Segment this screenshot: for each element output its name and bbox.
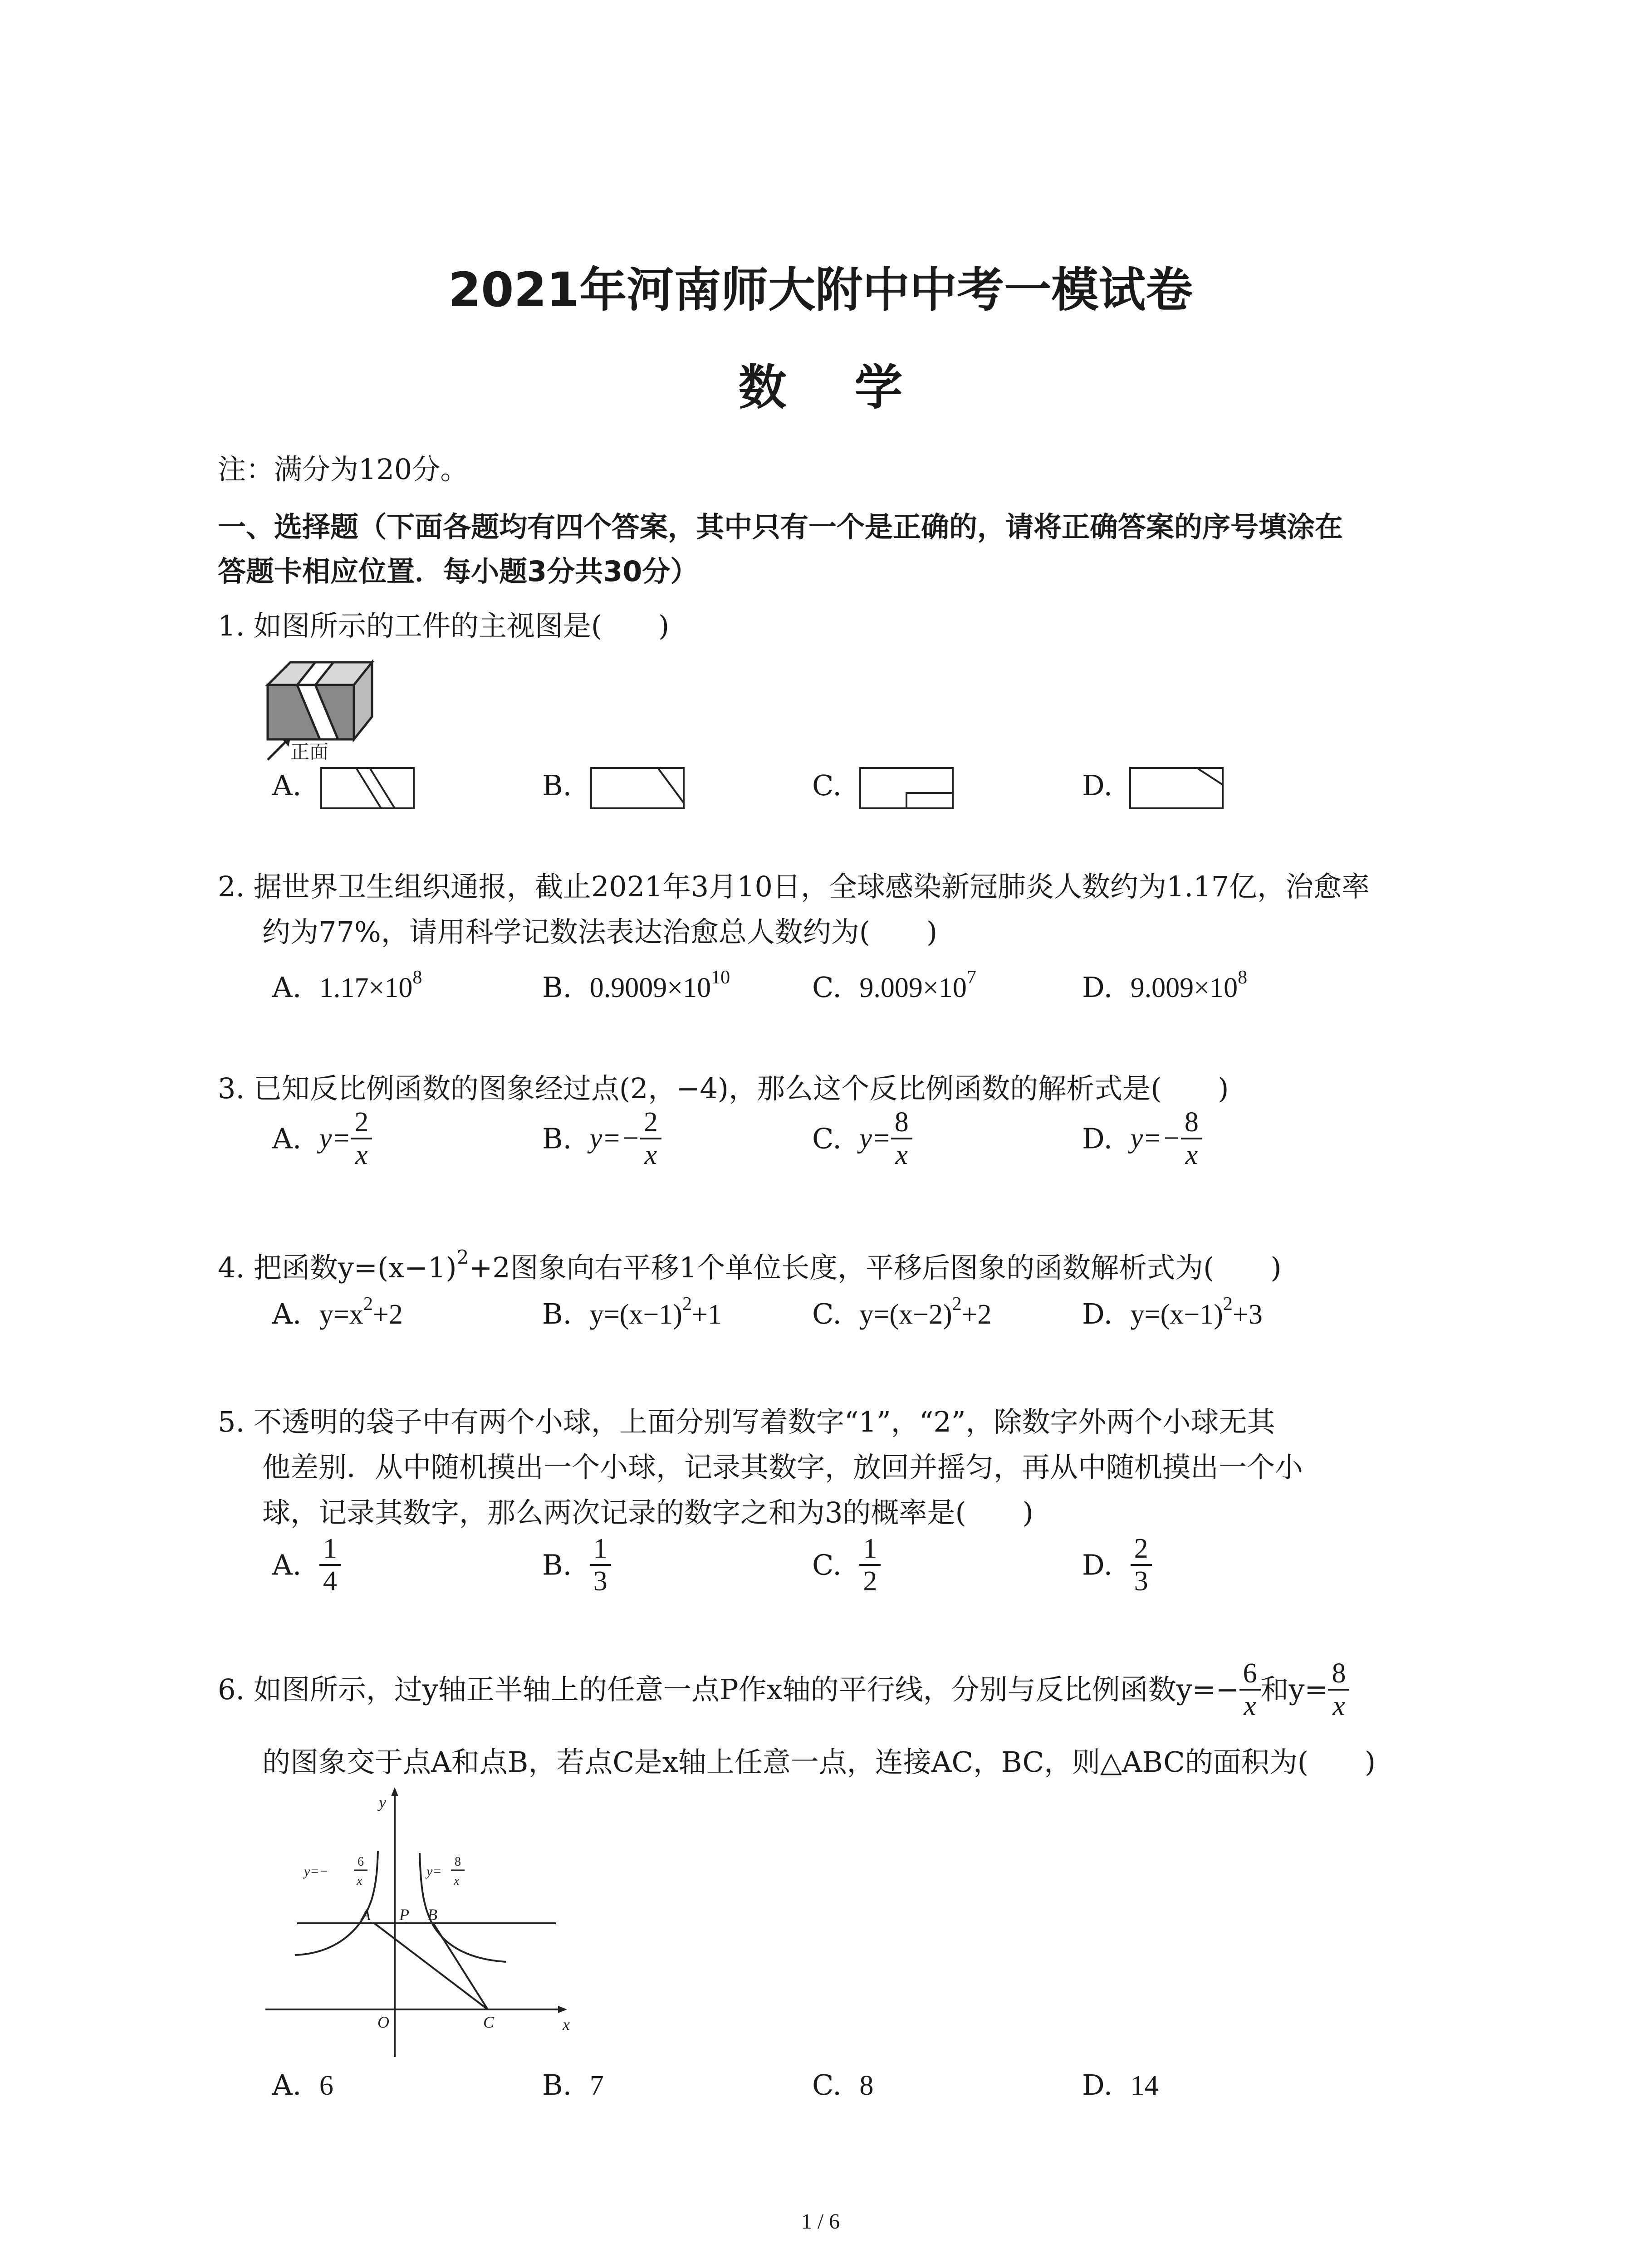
fraction-numerator: 1 bbox=[859, 1533, 881, 1566]
fraction-numerator: 1 bbox=[590, 1533, 611, 1566]
option-value: 8 bbox=[859, 2070, 874, 2101]
option-expr: +3 bbox=[1232, 1299, 1263, 1330]
fraction-denominator: x bbox=[1332, 1691, 1345, 1722]
option-value: 9.009×10 bbox=[859, 973, 967, 1003]
fraction-denominator: x bbox=[644, 1139, 657, 1171]
option-expr: y=(x−1) bbox=[589, 1299, 682, 1330]
q3-option-d[interactable] bbox=[1082, 1107, 1202, 1170]
origin-label: O bbox=[377, 2013, 389, 2031]
option-fraction bbox=[590, 1533, 611, 1597]
fraction-numerator: 2 bbox=[640, 1107, 661, 1139]
q5-stem-line2: 他差别．从中随机摸出一个小球，记录其数字，放回并摇匀，再从中随机摸出一个小 bbox=[262, 1451, 1303, 1484]
option-exponent: 2 bbox=[1223, 1294, 1233, 1315]
q1-front-label: 正面 bbox=[290, 741, 329, 763]
fraction-numerator: 8 bbox=[1181, 1107, 1202, 1139]
q6-stem-part: 6. 如图所示，过y轴正半轴上的任意一点P作x轴的平行线，分别与反比例函数y=− bbox=[218, 1673, 1239, 1706]
option-value: 0.9009×10 bbox=[589, 973, 711, 1003]
q4-stem bbox=[218, 1245, 1282, 1290]
q1-option-a-view bbox=[320, 767, 415, 810]
curve1-label-den: x bbox=[357, 1874, 362, 1888]
q5-option-a[interactable] bbox=[272, 1533, 341, 1597]
option-prefix: y= bbox=[859, 1123, 891, 1154]
option-letter: A. bbox=[272, 971, 302, 1004]
option-letter: C. bbox=[812, 769, 842, 802]
option-prefix: y=− bbox=[1130, 1123, 1181, 1154]
q2-option-a[interactable] bbox=[272, 967, 422, 1004]
option-value: 1.17×10 bbox=[319, 973, 413, 1003]
q6-fraction-2 bbox=[1328, 1658, 1349, 1721]
option-fraction bbox=[891, 1107, 912, 1170]
score-note: 注：满分为120分。 bbox=[218, 453, 469, 486]
q1-option-a[interactable] bbox=[272, 769, 301, 802]
option-fraction bbox=[1131, 1533, 1152, 1597]
option-letter: B. bbox=[542, 769, 572, 802]
fraction-numerator: 8 bbox=[891, 1107, 912, 1139]
fraction-numerator: 6 bbox=[1239, 1658, 1261, 1691]
q1-option-b-view bbox=[590, 767, 685, 810]
option-letter: C. bbox=[812, 2068, 842, 2102]
q5-option-d[interactable] bbox=[1082, 1533, 1152, 1597]
option-expr: +2 bbox=[961, 1299, 992, 1330]
curve2-label-num: 8 bbox=[455, 1855, 461, 1869]
q6-stem-part: 和y= bbox=[1260, 1673, 1328, 1706]
point-b-label: B bbox=[427, 1906, 437, 1924]
option-exponent: 7 bbox=[966, 967, 976, 988]
option-value: 7 bbox=[589, 2070, 604, 2101]
option-exponent: 8 bbox=[1238, 967, 1248, 988]
option-letter: D. bbox=[1082, 1548, 1113, 1582]
y-axis-label: y bbox=[379, 1793, 386, 1811]
option-exponent: 2 bbox=[363, 1294, 373, 1315]
section-heading-line2: 答题卡相应位置．每小题3分共30分） bbox=[218, 555, 699, 588]
q5-stem-line3: 球，记录其数字，那么两次记录的数字之和为3的概率是( ) bbox=[262, 1496, 1034, 1529]
q5-option-b[interactable] bbox=[542, 1533, 611, 1597]
q4-stem-exponent: 2 bbox=[456, 1246, 469, 1268]
q4-option-b[interactable] bbox=[542, 1294, 722, 1331]
x-axis-arrow-icon bbox=[558, 2006, 567, 2013]
q3-option-b[interactable] bbox=[542, 1107, 661, 1170]
fraction-numerator: 8 bbox=[1328, 1658, 1349, 1691]
option-expr: y=(x−1) bbox=[1130, 1299, 1223, 1330]
y-axis-arrow-icon bbox=[391, 1787, 398, 1796]
option-value: 14 bbox=[1130, 2070, 1159, 2101]
option-fraction bbox=[1181, 1107, 1202, 1170]
fraction-denominator: x bbox=[1185, 1139, 1198, 1171]
fraction-denominator: 3 bbox=[593, 1566, 607, 1597]
q5-option-c[interactable] bbox=[812, 1533, 881, 1597]
option-letter: B. bbox=[542, 1122, 572, 1155]
q4-option-d[interactable] bbox=[1082, 1294, 1263, 1331]
fraction-denominator: x bbox=[355, 1139, 368, 1171]
option-letter: B. bbox=[542, 971, 572, 1004]
q6-option-d[interactable] bbox=[1082, 2068, 1159, 2102]
q1-option-d-view bbox=[1129, 767, 1224, 810]
curve1-label-prefix: y=− bbox=[304, 1864, 328, 1879]
option-letter: D. bbox=[1082, 2068, 1113, 2102]
point-p-label: P bbox=[399, 1906, 409, 1924]
option-value: 6 bbox=[319, 2070, 333, 2101]
option-exponent: 8 bbox=[412, 967, 422, 988]
option-fraction bbox=[319, 1533, 341, 1597]
q6-stem-line2: 的图象交于点A和点B，若点C是x轴上任意一点，连接AC，BC，则△ABC的面积为( ) bbox=[262, 1745, 1376, 1779]
option-fraction bbox=[640, 1107, 661, 1170]
page-number: 1 / 6 bbox=[801, 2209, 840, 2234]
q1-stem: 1. 如图所示的工件的主视图是( ) bbox=[218, 609, 670, 642]
q1-option-b[interactable] bbox=[542, 769, 572, 802]
point-c-label: C bbox=[483, 2013, 495, 2031]
q4-stem-part: +2图象向右平移1个单位长度，平移后图象的函数解析式为( ) bbox=[469, 1251, 1282, 1284]
q2-option-b[interactable] bbox=[542, 967, 730, 1004]
option-expr: +2 bbox=[372, 1299, 403, 1330]
option-letter: D. bbox=[1082, 1122, 1113, 1155]
x-axis-label: x bbox=[563, 2015, 570, 2033]
fraction-denominator: 4 bbox=[323, 1566, 337, 1597]
subject-title: 数学 bbox=[738, 360, 971, 415]
q4-stem-part: 4. 把函数y=(x−1) bbox=[218, 1251, 457, 1284]
q2-option-d[interactable] bbox=[1082, 967, 1248, 1004]
option-letter: A. bbox=[272, 2068, 302, 2102]
option-prefix: y= bbox=[319, 1123, 351, 1154]
fraction-denominator: 3 bbox=[1134, 1566, 1148, 1597]
curve2-label-den: x bbox=[454, 1874, 460, 1888]
q6-option-a[interactable] bbox=[272, 2068, 333, 2102]
option-exponent: 10 bbox=[711, 967, 730, 988]
q3-option-a[interactable] bbox=[272, 1107, 372, 1170]
q3-option-c[interactable] bbox=[812, 1107, 912, 1170]
option-letter: A. bbox=[272, 1548, 302, 1582]
q6-option-b[interactable] bbox=[542, 2068, 604, 2102]
option-value: 9.009×10 bbox=[1130, 973, 1238, 1003]
option-exponent: 2 bbox=[952, 1294, 962, 1315]
option-letter: C. bbox=[812, 971, 842, 1004]
option-letter: D. bbox=[1082, 769, 1113, 802]
exam-title: 2021年河南师大附中中考一模试卷 bbox=[448, 262, 1193, 318]
option-letter: D. bbox=[1082, 971, 1113, 1004]
fraction-numerator: 2 bbox=[1131, 1533, 1152, 1566]
q1-option-c-view bbox=[859, 767, 954, 810]
option-expr: +1 bbox=[691, 1299, 722, 1330]
q3-stem: 3. 已知反比例函数的图象经过点(2，−4)，那么这个反比例函数的解析式是( ) bbox=[218, 1072, 1229, 1105]
q2-option-c[interactable] bbox=[812, 967, 976, 1004]
q2-stem-line1: 2. 据世界卫生组织通报，截止2021年3月10日，全球感染新冠肺炎人数约为1.17亿，治愈率 bbox=[218, 870, 1370, 903]
q6-option-c[interactable] bbox=[812, 2068, 873, 2102]
option-exponent: 2 bbox=[682, 1294, 692, 1315]
q1-option-d[interactable] bbox=[1082, 769, 1112, 802]
option-letter: A. bbox=[272, 769, 302, 802]
option-prefix: y=− bbox=[589, 1123, 640, 1154]
fraction-numerator: 2 bbox=[351, 1107, 372, 1139]
option-letter: D. bbox=[1082, 1297, 1113, 1330]
option-letter: A. bbox=[272, 1122, 302, 1155]
option-fraction bbox=[351, 1107, 372, 1170]
option-expr: y=x bbox=[319, 1299, 363, 1330]
q6-fraction-1 bbox=[1239, 1658, 1261, 1721]
option-letter: C. bbox=[812, 1548, 842, 1582]
segment-ac bbox=[374, 1923, 488, 2009]
option-letter: B. bbox=[542, 1297, 572, 1330]
option-letter: C. bbox=[812, 1297, 842, 1330]
q6-graph-figure bbox=[259, 1785, 572, 2066]
option-letter: A. bbox=[272, 1297, 302, 1330]
curve2-label-prefix: y= bbox=[426, 1864, 442, 1879]
fraction-denominator: x bbox=[1244, 1691, 1256, 1722]
section-heading-line1: 一、选择题（下面各题均有四个答案，其中只有一个是正确的，请将正确答案的序号填涂在 bbox=[218, 510, 1343, 543]
q4-option-c[interactable] bbox=[812, 1294, 992, 1331]
fraction-denominator: 2 bbox=[863, 1566, 877, 1597]
option-letter: B. bbox=[542, 1548, 572, 1582]
option-letter: C. bbox=[812, 1122, 842, 1155]
q4-option-a[interactable] bbox=[272, 1294, 403, 1331]
option-letter: B. bbox=[542, 2068, 572, 2102]
q2-stem-line2: 约为77%，请用科学记数法表达治愈总人数约为( ) bbox=[262, 915, 938, 948]
point-a-label: A bbox=[361, 1906, 371, 1924]
option-fraction bbox=[859, 1533, 881, 1597]
fraction-numerator: 1 bbox=[319, 1533, 341, 1566]
q6-stem-line1 bbox=[218, 1658, 1349, 1721]
segment-bc bbox=[433, 1923, 488, 2009]
fraction-denominator: x bbox=[895, 1139, 908, 1171]
option-expr: y=(x−2) bbox=[859, 1299, 952, 1330]
q1-option-c[interactable] bbox=[812, 769, 842, 802]
q5-stem-line1: 5. 不透明的袋子中有两个小球，上面分别写着数字“1”，“2”，除数字外两个小球无其 bbox=[218, 1405, 1275, 1438]
curve1-label-num: 6 bbox=[358, 1855, 364, 1869]
